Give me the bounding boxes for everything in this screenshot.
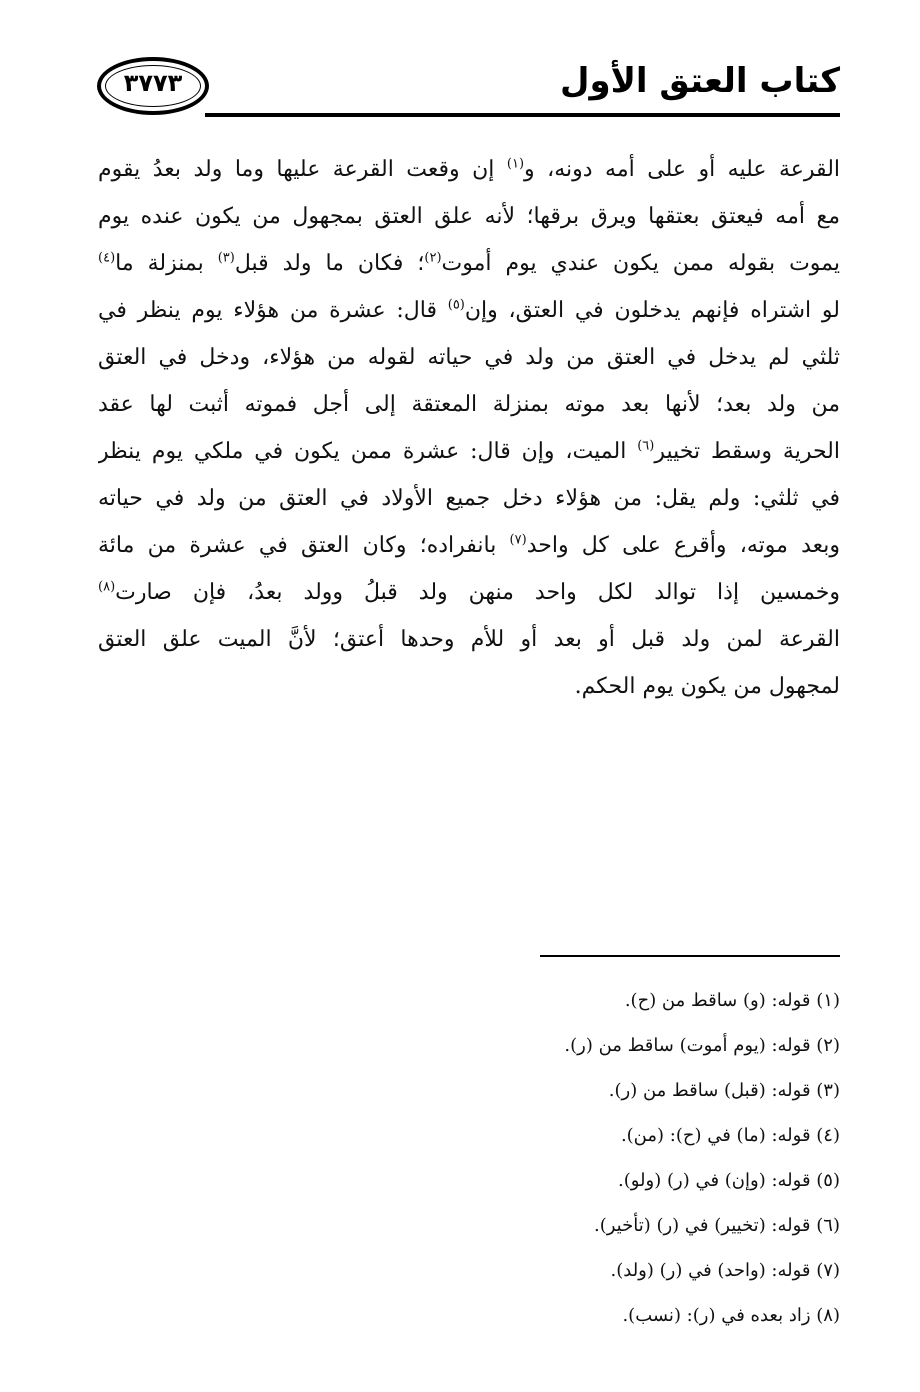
footnote: (٨) زاد بعده في (ر): (نسب).	[622, 1305, 840, 1326]
text-line: لمجهول من يكون يوم الحكم.	[574, 674, 840, 699]
text-line: من ولد بعد؛ لأنها بعد موته بمنزلة المعتقة إلى أجل فموته أثبت لها عقد	[98, 392, 840, 417]
page-number-badge	[97, 57, 209, 115]
main-text	[98, 146, 840, 710]
footnote: (٦) قوله: (تخيير) في (ر) (تأخير).	[593, 1215, 840, 1236]
footnote-ref: (١)	[506, 156, 525, 172]
footnote-ref: (٣)	[217, 250, 235, 266]
text-line: وخمسين إذا توالد لكل واحد منهن ولد قبلُ وولد بعدُ، فإن صارت$^{(٨)}$	[98, 579, 840, 605]
text-line: في ثلثي: ولم يقل: من هؤلاء دخل جميع الأولاد في العتق من ولد في حياته	[98, 486, 840, 511]
footnote-ref: (٤)	[98, 250, 116, 266]
footnote-ref: (٥)	[447, 297, 465, 313]
footnote: (٢) قوله: (يوم أموت) ساقط من (ر).	[564, 1035, 840, 1056]
header-rule	[205, 113, 840, 117]
footnote: (٧) قوله: (واحد) في (ر) (ولد).	[610, 1260, 840, 1281]
page-header	[0, 0, 920, 125]
footnote: (٤) قوله: (ما) في (ح): (من).	[620, 1125, 840, 1146]
page-number: ٣٧٧٣	[123, 69, 183, 97]
text-line: لو اشتراه فإنهم يدخلون في العتق، وإن$^{(٥)}$ قال: عشرة من هؤلاء يوم ينظر في	[98, 297, 840, 323]
text-line: الحرية وسقط تخيير$^{(٦)}$ الميت، وإن قال: عشرة ممن يكون في ملكي يوم ينظر	[98, 438, 840, 464]
text-line: القرعة لمن ولد قبل أو بعد أو للأم وحدها أعتق؛ لأنَّ الميت علق العتق	[98, 627, 840, 652]
text-line: مع أمه فيعتق بعتقها ويرق برقها؛ لأنه علق العتق بمجهول من يكون عنده يوم	[98, 204, 840, 229]
footnote-ref: (٨)	[98, 579, 116, 595]
footnote-ref: (٦)	[637, 438, 655, 454]
text-line: ثلثي لم يدخل في العتق من ولد في حياته لقوله من هؤلاء، ودخل في العتق	[98, 345, 840, 370]
footnote-ref: (٢)	[424, 250, 442, 266]
footnote: (٣) قوله: (قبل) ساقط من (ر).	[608, 1080, 840, 1101]
footnote-separator	[540, 955, 840, 957]
text-line: يموت بقوله ممن يكون عندي يوم أموت$^{(٢)}$؛ فكان ما ولد قبل$^{(٣)}$ بمنزلة ما$^{(٤)}$	[98, 250, 840, 276]
footnote-ref: (٧)	[509, 532, 527, 548]
footnote: (٥) قوله: (وإن) في (ر) (ولو).	[618, 1170, 840, 1191]
text-line: القرعة عليه أو على أمه دونه، و$^{(١)}$ إن وقعت القرعة عليها وما ولد بعدُ يقوم	[98, 156, 840, 182]
text-line: وبعد موته، وأقرع على كل واحد$^{(٧)}$ بانفراده؛ وكان العتق في عشرة من مائة	[98, 532, 840, 558]
running-title: كتاب العتق الأول	[559, 61, 840, 101]
footnotes	[340, 978, 840, 1338]
footnote: (١) قوله: (و) ساقط من (ح).	[624, 990, 840, 1011]
